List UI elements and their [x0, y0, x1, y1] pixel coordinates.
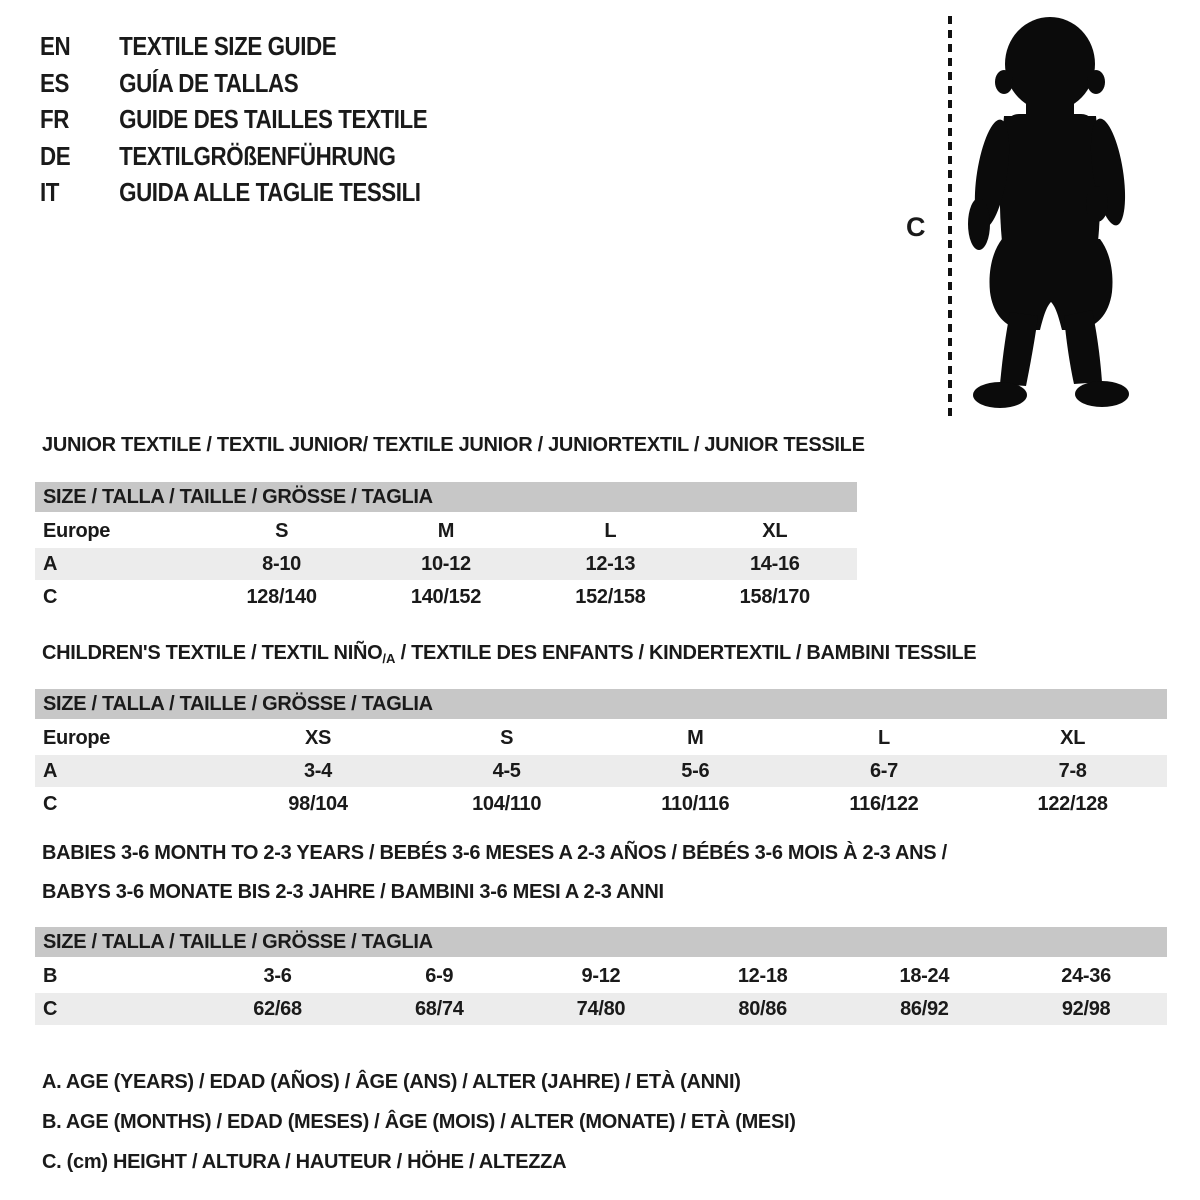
age-cell: 14-16 [693, 548, 857, 581]
table-row-height [35, 581, 857, 614]
height-cell: 98/104 [224, 788, 413, 821]
height-cell: 128/140 [199, 581, 363, 614]
legend-line-b: B. AGE (MONTHS) / EDAD (MESES) / ÂGE (MOIS) / ALTER (MONATE) / ETÀ (MESI) [42, 1111, 796, 1133]
language-row [40, 174, 427, 211]
size-cell: S [412, 721, 601, 755]
legend-line-a: A. AGE (YEARS) / EDAD (AÑOS) / ÂGE (ANS) / ALTER (JAHRE) / ETÀ (ANNI) [42, 1071, 741, 1093]
row-label: Europe [35, 721, 224, 755]
table-row-months [35, 959, 1167, 993]
size-cell: S [199, 514, 363, 548]
months-cell: 3-6 [197, 959, 359, 993]
babies-heading-line2: BABYS 3-6 MONATE BIS 2-3 JAHRE / BAMBINI 3-6 MESI A 2-3 ANNI [42, 881, 664, 903]
age-cell: 5-6 [601, 755, 790, 788]
height-cell: 158/170 [693, 581, 857, 614]
row-label: B [35, 959, 197, 993]
guide-title: TEXTILE SIZE GUIDE [119, 31, 337, 61]
height-cell: 152/158 [528, 581, 692, 614]
babies-heading-line1: BABIES 3-6 MONTH TO 2-3 YEARS / BEBÉS 3-6 MESES A 2-3 AÑOS / BÉBÉS 3-6 MOIS À 2-3 ANS / [42, 842, 947, 864]
size-cell: L [790, 721, 979, 755]
age-cell: 8-10 [199, 548, 363, 581]
row-label: C [35, 581, 199, 614]
height-cell: 80/86 [682, 993, 844, 1026]
height-cell: 86/92 [844, 993, 1006, 1026]
language-row [40, 65, 427, 102]
language-code: ES [40, 67, 69, 98]
size-cell: XL [693, 514, 857, 548]
language-code: FR [40, 104, 69, 134]
size-cell: L [528, 514, 692, 548]
months-cell: 6-9 [358, 959, 520, 993]
guide-title: GUIDE DES TAILLES TEXTILE [119, 104, 428, 134]
size-cell: M [364, 514, 528, 548]
size-header: SIZE / TALLA / TAILLE / GRÖSSE / TAGLIA [35, 927, 1167, 959]
legend [42, 1062, 796, 1182]
height-cell: 116/122 [790, 788, 979, 821]
children-heading-post: / TEXTILE DES ENFANTS / KINDERTEXTIL / BAMBINI TESSILE [395, 642, 977, 664]
guide-title: TEXTILGRÖßENFÜHRUNG [119, 140, 396, 171]
height-cell: 122/128 [978, 788, 1167, 821]
size-cell: XS [224, 721, 413, 755]
guide-title: GUIDA ALLE TAGLIE TESSILI [119, 177, 421, 207]
guide-title: GUÍA DE TALLAS [119, 67, 299, 98]
row-label: Europe [35, 514, 199, 548]
babies-size-table [35, 927, 1167, 1026]
row-label: C [35, 788, 224, 821]
size-header-row [35, 482, 857, 514]
table-row-age [35, 755, 1167, 788]
age-cell: 6-7 [790, 755, 979, 788]
age-cell: 3-4 [224, 755, 413, 788]
table-row-height [35, 788, 1167, 821]
babies-section-heading [42, 834, 947, 912]
children-section-heading [42, 642, 976, 666]
junior-size-table [35, 482, 857, 614]
age-cell: 12-13 [528, 548, 692, 581]
height-cell: 62/68 [197, 993, 359, 1026]
size-cell: M [601, 721, 790, 755]
height-cell: 68/74 [358, 993, 520, 1026]
height-cell: 74/80 [520, 993, 682, 1026]
size-header-row [35, 927, 1167, 959]
children-size-table [35, 689, 1167, 821]
junior-section-heading: JUNIOR TEXTILE / TEXTIL JUNIOR/ TEXTILE JUNIOR / JUNIORTEXTIL / JUNIOR TESSILE [42, 434, 865, 456]
language-row [40, 101, 427, 138]
age-cell: 7-8 [978, 755, 1167, 788]
height-cell: 140/152 [364, 581, 528, 614]
size-header: SIZE / TALLA / TAILLE / GRÖSSE / TAGLIA [35, 482, 857, 514]
age-cell: 10-12 [364, 548, 528, 581]
table-row-height [35, 993, 1167, 1026]
table-row-europe [35, 721, 1167, 755]
size-header-row [35, 689, 1167, 721]
row-label: A [35, 548, 199, 581]
toddler-silhouette-icon [962, 14, 1140, 420]
months-cell: 18-24 [844, 959, 1006, 993]
months-cell: 24-36 [1005, 959, 1167, 993]
size-header: SIZE / TALLA / TAILLE / GRÖSSE / TAGLIA [35, 689, 1167, 721]
language-code: EN [40, 31, 71, 61]
language-row [40, 138, 427, 175]
height-measure-label: C [906, 212, 926, 242]
language-code: IT [40, 177, 60, 207]
language-title-list [40, 28, 427, 211]
row-label: A [35, 755, 224, 788]
language-row [40, 28, 427, 65]
months-cell: 9-12 [520, 959, 682, 993]
table-row-age [35, 548, 857, 581]
table-row-europe [35, 514, 857, 548]
children-heading-pre: CHILDREN'S TEXTILE / TEXTIL NIÑO [42, 642, 383, 664]
height-cell: 110/116 [601, 788, 790, 821]
size-cell: XL [978, 721, 1167, 755]
height-cell: 104/110 [412, 788, 601, 821]
language-code: DE [40, 140, 71, 171]
age-cell: 4-5 [412, 755, 601, 788]
children-heading-sub: /A [382, 651, 396, 666]
months-cell: 12-18 [682, 959, 844, 993]
height-cell: 92/98 [1005, 993, 1167, 1026]
height-measure-dashed-line [948, 16, 952, 418]
row-label: C [35, 993, 197, 1026]
legend-line-c: C. (cm) HEIGHT / ALTURA / HAUTEUR / HÖHE / ALTEZZA [42, 1151, 567, 1173]
